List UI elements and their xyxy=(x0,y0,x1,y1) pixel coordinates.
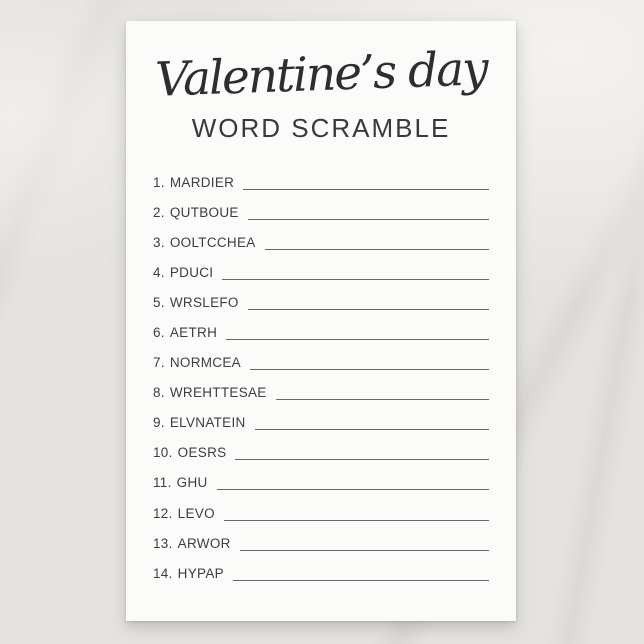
item-number: 4. xyxy=(153,264,165,280)
answer-blank-line xyxy=(248,219,489,220)
scrambled-word: HYPAP xyxy=(177,565,224,581)
answer-blank-line xyxy=(224,520,489,521)
scramble-row xyxy=(153,348,489,378)
title-word-scramble: WORD SCRAMBLE xyxy=(191,113,451,143)
scrambled-word: MARDIER xyxy=(169,174,235,190)
scrambled-word: WRSLEFO xyxy=(169,294,239,310)
item-number: 5. xyxy=(153,294,165,310)
scramble-row xyxy=(153,167,489,197)
item-number: 2. xyxy=(153,204,165,220)
item-number: 6. xyxy=(153,325,165,341)
item-number: 8. xyxy=(153,385,165,401)
scramble-row xyxy=(153,257,489,287)
item-number: 3. xyxy=(153,234,165,250)
scramble-row xyxy=(153,498,489,528)
scramble-row xyxy=(153,287,489,317)
scrambled-word: WREHTTESAE xyxy=(169,385,267,401)
scrambled-word: GHU xyxy=(176,475,208,491)
scramble-row xyxy=(153,558,489,588)
item-number: 11. xyxy=(153,475,172,491)
scramble-row xyxy=(153,468,489,498)
item-number: 1. xyxy=(153,174,165,190)
scrambled-word: OESRS xyxy=(177,445,227,461)
scramble-list xyxy=(153,167,489,588)
item-number: 10. xyxy=(153,445,173,461)
scramble-row xyxy=(153,408,489,438)
title-script: Valentine’s day xyxy=(154,41,488,108)
scrambled-word: PDUCI xyxy=(169,264,214,280)
answer-blank-line xyxy=(248,309,489,310)
scramble-row xyxy=(153,438,489,468)
answer-blank-line xyxy=(255,429,489,430)
scrambled-word: ELVNATEIN xyxy=(169,415,246,431)
scrambled-word: NORMCEA xyxy=(169,355,241,371)
answer-blank-line xyxy=(233,580,489,581)
item-number: 12. xyxy=(153,505,173,521)
scramble-row xyxy=(153,197,489,227)
answer-blank-line xyxy=(276,399,489,400)
scrambled-word: ARWOR xyxy=(177,535,231,551)
answer-blank-line xyxy=(222,279,489,280)
item-number: 13. xyxy=(153,535,173,551)
scrambled-word: LEVO xyxy=(177,505,215,521)
scramble-row xyxy=(153,227,489,257)
answer-blank-line xyxy=(226,339,489,340)
scramble-row xyxy=(153,378,489,408)
answer-blank-line xyxy=(235,459,489,460)
scrambled-word: QUTBOUE xyxy=(169,204,239,220)
scramble-row xyxy=(153,528,489,558)
item-number: 7. xyxy=(153,355,165,371)
scrambled-word: AETRH xyxy=(169,325,218,341)
scramble-row xyxy=(153,317,489,347)
answer-blank-line xyxy=(243,189,489,190)
answer-blank-line xyxy=(265,249,489,250)
scrambled-word: OOLTCCHEA xyxy=(169,234,256,250)
answer-blank-line xyxy=(240,550,489,551)
worksheet-page xyxy=(126,21,516,621)
item-number: 9. xyxy=(153,415,165,431)
answer-blank-line xyxy=(250,369,489,370)
answer-blank-line xyxy=(217,489,489,490)
item-number: 14. xyxy=(153,565,173,581)
